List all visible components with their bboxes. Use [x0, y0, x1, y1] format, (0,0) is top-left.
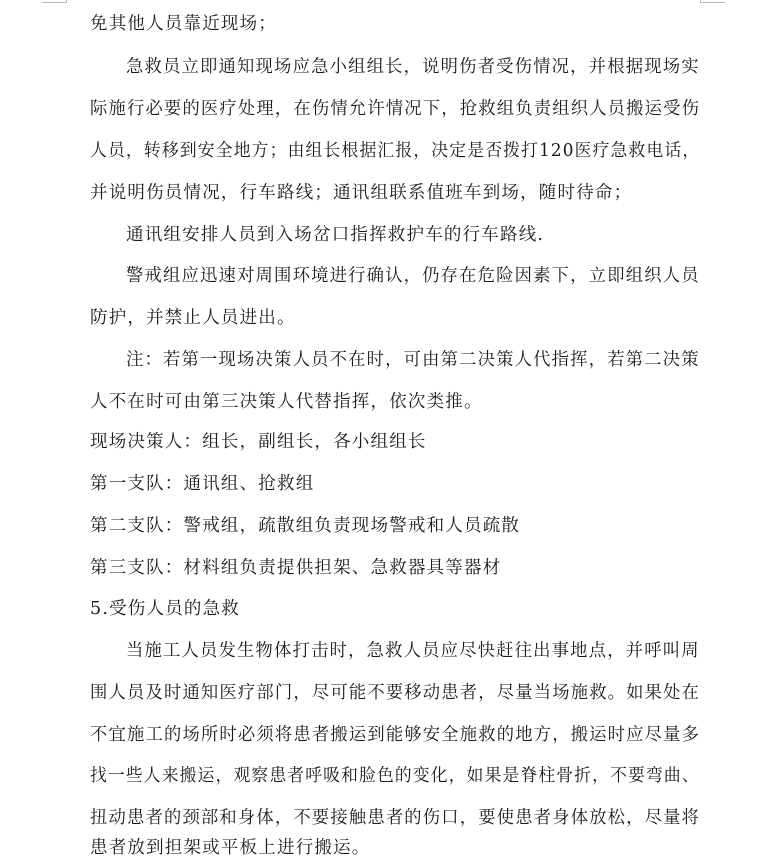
- paragraph-first-line: 通讯组安排人员到入场岔口指挥救护车的行车路线.: [126, 225, 545, 245]
- text-line: 不宜施工的场所时必须将患者搬运到能够安全施救的地方，搬运时应尽量多: [90, 725, 701, 745]
- text-line: 防护，并禁止人员进出。: [90, 308, 296, 328]
- text-line: 人不在时可由第三决策人代替指挥，依次类推。: [90, 392, 483, 412]
- paragraph-first-line: 当施工人员发生物体打击时，急救人员应尽快赶往出事地点，并呼叫周: [126, 641, 700, 661]
- note-paragraph: 注：若第一现场决策人员不在时，可由第二决策人代指挥，若第二决策: [126, 350, 700, 370]
- page-corner-mark-right: [700, 0, 725, 3]
- squad-line: 第三支队：材料组负责提供担架、急救器具等器材: [90, 558, 502, 578]
- text-line: 围人员及时通知医疗部门，尽可能不要移动患者，尽量当场施救。如果处在: [90, 683, 701, 703]
- text-line: 人员，转移到安全地方；由组长根据汇报，决定是否拨打120医疗急救电话，: [90, 141, 701, 161]
- text-line: 免其他人员靠近现场；: [90, 14, 277, 34]
- cut-off-text-line: 患者放到担架或平板上进行搬运。: [90, 838, 371, 858]
- text-line: 并说明伤员情况，行车路线；通讯组联系值班车到场，随时待命；: [90, 183, 633, 203]
- paragraph-first-line: 急救员立即通知现场应急小组组长，说明伤者受伤情况，并根据现场实: [126, 57, 700, 77]
- paragraph-first-line: 警戒组应迅速对周围环境进行确认，仍存在危险因素下，立即组织人员: [126, 266, 700, 286]
- squad-line: 第二支队：警戒组，疏散组负责现场警戒和人员疏散: [90, 516, 521, 536]
- text-line: 际施行必要的医疗处理，在伤情允许情况下，抢救组负责组织人员搬运受伤: [90, 99, 701, 119]
- page-corner-mark-left: [42, 0, 67, 3]
- decision-makers-line: 现场决策人：组长，副组长，各小组组长: [90, 432, 427, 452]
- section-heading: 5.受伤人员的急救: [90, 599, 240, 619]
- squad-line: 第一支队：通讯组、抢救组: [90, 474, 315, 494]
- text-line: 扭动患者的颈部和身体，不要接触患者的伤口，要使患者身体放松，尽量将: [90, 808, 701, 828]
- text-line: 找一些人来搬运，观察患者呼吸和脸色的变化，如果是脊柱骨折，不要弯曲、: [90, 766, 700, 786]
